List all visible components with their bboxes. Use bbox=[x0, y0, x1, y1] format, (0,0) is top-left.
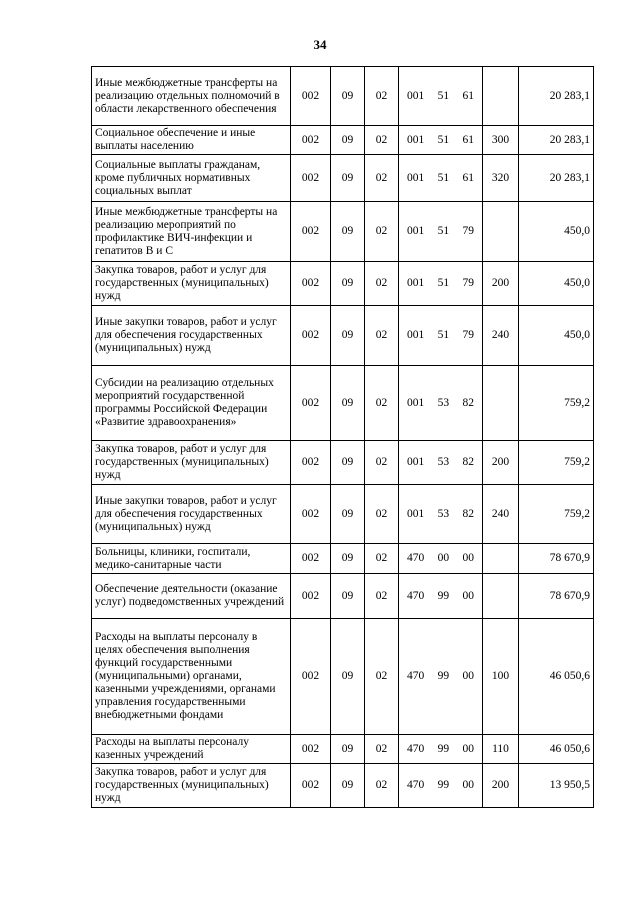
pr-code: 02 bbox=[365, 67, 399, 126]
csr-part: 470 bbox=[407, 589, 425, 602]
pr-code: 02 bbox=[365, 485, 399, 544]
table-row bbox=[92, 574, 594, 619]
vr-code: 320 bbox=[483, 155, 519, 202]
table-row bbox=[92, 155, 594, 202]
csr-parts bbox=[402, 590, 479, 603]
rz-code: 09 bbox=[331, 735, 365, 764]
csr-part: 470 bbox=[407, 742, 425, 755]
pr-code: 02 bbox=[365, 155, 399, 202]
rz-code: 09 bbox=[331, 306, 365, 366]
table-row bbox=[92, 619, 594, 735]
rz-code: 09 bbox=[331, 485, 365, 544]
vr-code: 240 bbox=[483, 306, 519, 366]
csr-part: 99 bbox=[437, 779, 450, 791]
amount: 20 283,1 bbox=[519, 155, 594, 202]
table-row bbox=[92, 306, 594, 366]
csr-part: 61 bbox=[462, 171, 474, 184]
csr-code bbox=[399, 574, 483, 619]
table-row bbox=[92, 202, 594, 262]
csr-part: 001 bbox=[407, 225, 425, 237]
csr-part: 53 bbox=[437, 396, 450, 409]
csr-part: 51 bbox=[437, 329, 450, 341]
table-row bbox=[92, 735, 594, 764]
rz-code: 09 bbox=[331, 764, 365, 808]
row-name: Обеспечение деятельности (оказание услуг) подведомственных учреждений bbox=[92, 574, 291, 619]
csr-part: 79 bbox=[462, 225, 474, 237]
csr-part: 99 bbox=[437, 742, 450, 755]
vr-code: 200 bbox=[483, 764, 519, 808]
csr-part: 51 bbox=[437, 133, 450, 146]
csr-parts bbox=[402, 329, 479, 342]
csr-code bbox=[399, 126, 483, 155]
csr-parts bbox=[402, 134, 479, 147]
rz-code: 09 bbox=[331, 544, 365, 574]
vr-code bbox=[483, 366, 519, 441]
ved-code: 002 bbox=[291, 126, 331, 155]
row-name: Иные закупки товаров, работ и услуг для обеспечения государственных (муниципальных) нужд bbox=[92, 306, 291, 366]
amount: 46 050,6 bbox=[519, 619, 594, 735]
ved-code: 002 bbox=[291, 619, 331, 735]
pr-code: 02 bbox=[365, 262, 399, 306]
ved-code: 002 bbox=[291, 735, 331, 764]
csr-parts bbox=[402, 743, 479, 756]
csr-part: 51 bbox=[437, 171, 450, 184]
csr-part: 00 bbox=[462, 742, 474, 755]
ved-code: 002 bbox=[291, 306, 331, 366]
csr-part: 001 bbox=[407, 171, 425, 184]
pr-code: 02 bbox=[365, 202, 399, 262]
csr-part: 470 bbox=[407, 552, 425, 564]
amount: 13 950,5 bbox=[519, 764, 594, 808]
csr-code bbox=[399, 155, 483, 202]
rz-code: 09 bbox=[331, 67, 365, 126]
pr-code: 02 bbox=[365, 366, 399, 441]
csr-code bbox=[399, 441, 483, 485]
row-name: Больницы, клиники, госпитали, медико-санитарные части bbox=[92, 544, 291, 574]
ved-code: 002 bbox=[291, 441, 331, 485]
amount: 450,0 bbox=[519, 202, 594, 262]
csr-part: 53 bbox=[437, 456, 450, 468]
csr-parts bbox=[402, 508, 479, 521]
csr-part: 82 bbox=[462, 507, 474, 520]
ved-code: 002 bbox=[291, 485, 331, 544]
pr-code: 02 bbox=[365, 544, 399, 574]
csr-part: 470 bbox=[407, 670, 425, 682]
csr-code bbox=[399, 619, 483, 735]
csr-part: 001 bbox=[407, 329, 425, 341]
row-name: Закупка товаров, работ и услуг для государственных (муниципальных) нужд bbox=[92, 262, 291, 306]
vr-code: 200 bbox=[483, 262, 519, 306]
vr-code bbox=[483, 202, 519, 262]
csr-code bbox=[399, 764, 483, 808]
row-name: Расходы на выплаты персоналу в целях обеспечения выполнения функций государственными (муниципальными) органами, казенными учреждениями, органами управления государственными внебюджетными фондами bbox=[92, 619, 291, 735]
vr-code bbox=[483, 67, 519, 126]
row-name: Социальное обеспечение и иные выплаты населению bbox=[92, 126, 291, 155]
vr-code: 200 bbox=[483, 441, 519, 485]
csr-part: 99 bbox=[437, 589, 450, 602]
csr-parts bbox=[402, 172, 479, 185]
vr-code bbox=[483, 544, 519, 574]
csr-part: 00 bbox=[437, 552, 450, 564]
csr-code bbox=[399, 735, 483, 764]
csr-part: 51 bbox=[437, 225, 450, 237]
csr-part: 00 bbox=[462, 779, 474, 791]
ved-code: 002 bbox=[291, 67, 331, 126]
table-row bbox=[92, 67, 594, 126]
csr-code bbox=[399, 544, 483, 574]
csr-part: 001 bbox=[407, 507, 425, 520]
ved-code: 002 bbox=[291, 155, 331, 202]
csr-code bbox=[399, 485, 483, 544]
row-name: Расходы на выплаты персоналу казенных учреждений bbox=[92, 735, 291, 764]
csr-parts bbox=[402, 397, 479, 410]
ved-code: 002 bbox=[291, 574, 331, 619]
csr-parts bbox=[402, 779, 479, 792]
csr-part: 82 bbox=[462, 396, 474, 409]
table-row bbox=[92, 485, 594, 544]
row-name: Закупка товаров, работ и услуг для государственных (муниципальных) нужд bbox=[92, 764, 291, 808]
row-name: Социальные выплаты гражданам, кроме публичных нормативных социальных выплат bbox=[92, 155, 291, 202]
csr-parts bbox=[402, 277, 479, 290]
csr-part: 53 bbox=[437, 507, 450, 520]
table-row bbox=[92, 262, 594, 306]
csr-part: 470 bbox=[407, 779, 425, 791]
row-name: Закупка товаров, работ и услуг для государственных (муниципальных) нужд bbox=[92, 441, 291, 485]
csr-part: 001 bbox=[407, 396, 425, 409]
row-name: Субсидии на реализацию отдельных мероприятий государственной программы Российской Федерации «Развитие здравоохранения» bbox=[92, 366, 291, 441]
table-row bbox=[92, 126, 594, 155]
rz-code: 09 bbox=[331, 202, 365, 262]
rz-code: 09 bbox=[331, 441, 365, 485]
amount: 20 283,1 bbox=[519, 126, 594, 155]
csr-part: 51 bbox=[437, 277, 450, 289]
vr-code: 110 bbox=[483, 735, 519, 764]
ved-code: 002 bbox=[291, 262, 331, 306]
rz-code: 09 bbox=[331, 126, 365, 155]
csr-part: 00 bbox=[462, 552, 474, 564]
amount: 759,2 bbox=[519, 366, 594, 441]
page-number: 34 bbox=[313, 37, 327, 52]
csr-part: 79 bbox=[462, 277, 474, 289]
table-row bbox=[92, 764, 594, 808]
csr-code bbox=[399, 306, 483, 366]
table-row bbox=[92, 366, 594, 441]
csr-parts bbox=[402, 552, 479, 565]
csr-part: 99 bbox=[437, 670, 450, 682]
csr-code bbox=[399, 202, 483, 262]
csr-part: 61 bbox=[462, 133, 474, 146]
vr-code: 300 bbox=[483, 126, 519, 155]
rz-code: 09 bbox=[331, 262, 365, 306]
csr-code bbox=[399, 366, 483, 441]
csr-part: 00 bbox=[462, 670, 474, 682]
csr-part: 001 bbox=[407, 133, 425, 146]
amount: 20 283,1 bbox=[519, 67, 594, 126]
amount: 78 670,9 bbox=[519, 574, 594, 619]
row-name: Иные закупки товаров, работ и услуг для обеспечения государственных (муниципальных) нужд bbox=[92, 485, 291, 544]
row-name: Иные межбюджетные трансферты на реализацию мероприятий по профилактике ВИЧ-инфекции и гепатитов В и С bbox=[92, 202, 291, 262]
vr-code bbox=[483, 574, 519, 619]
budget-table bbox=[91, 66, 594, 808]
csr-part: 82 bbox=[462, 456, 474, 468]
amount: 759,2 bbox=[519, 485, 594, 544]
csr-part: 00 bbox=[462, 589, 474, 602]
vr-code: 240 bbox=[483, 485, 519, 544]
pr-code: 02 bbox=[365, 764, 399, 808]
rz-code: 09 bbox=[331, 619, 365, 735]
pr-code: 02 bbox=[365, 574, 399, 619]
row-name: Иные межбюджетные трансферты на реализацию отдельных полномочий в области лекарственного обеспечения bbox=[92, 67, 291, 126]
csr-part: 001 bbox=[407, 456, 425, 468]
csr-code bbox=[399, 67, 483, 126]
table-row bbox=[92, 544, 594, 574]
vr-code: 100 bbox=[483, 619, 519, 735]
ved-code: 002 bbox=[291, 544, 331, 574]
ved-code: 002 bbox=[291, 366, 331, 441]
ved-code: 002 bbox=[291, 764, 331, 808]
amount: 759,2 bbox=[519, 441, 594, 485]
table-row bbox=[92, 441, 594, 485]
csr-parts bbox=[402, 90, 479, 103]
pr-code: 02 bbox=[365, 441, 399, 485]
csr-parts bbox=[402, 225, 479, 238]
csr-parts bbox=[402, 670, 479, 683]
csr-part: 001 bbox=[407, 89, 425, 102]
amount: 450,0 bbox=[519, 262, 594, 306]
rz-code: 09 bbox=[331, 574, 365, 619]
ved-code: 002 bbox=[291, 202, 331, 262]
csr-part: 79 bbox=[462, 329, 474, 341]
csr-part: 001 bbox=[407, 277, 425, 289]
csr-part: 51 bbox=[437, 89, 450, 102]
csr-part: 61 bbox=[462, 89, 474, 102]
rz-code: 09 bbox=[331, 366, 365, 441]
amount: 46 050,6 bbox=[519, 735, 594, 764]
csr-parts bbox=[402, 456, 479, 469]
csr-code bbox=[399, 262, 483, 306]
pr-code: 02 bbox=[365, 735, 399, 764]
pr-code: 02 bbox=[365, 619, 399, 735]
amount: 78 670,9 bbox=[519, 544, 594, 574]
amount: 450,0 bbox=[519, 306, 594, 366]
rz-code: 09 bbox=[331, 155, 365, 202]
pr-code: 02 bbox=[365, 126, 399, 155]
pr-code: 02 bbox=[365, 306, 399, 366]
